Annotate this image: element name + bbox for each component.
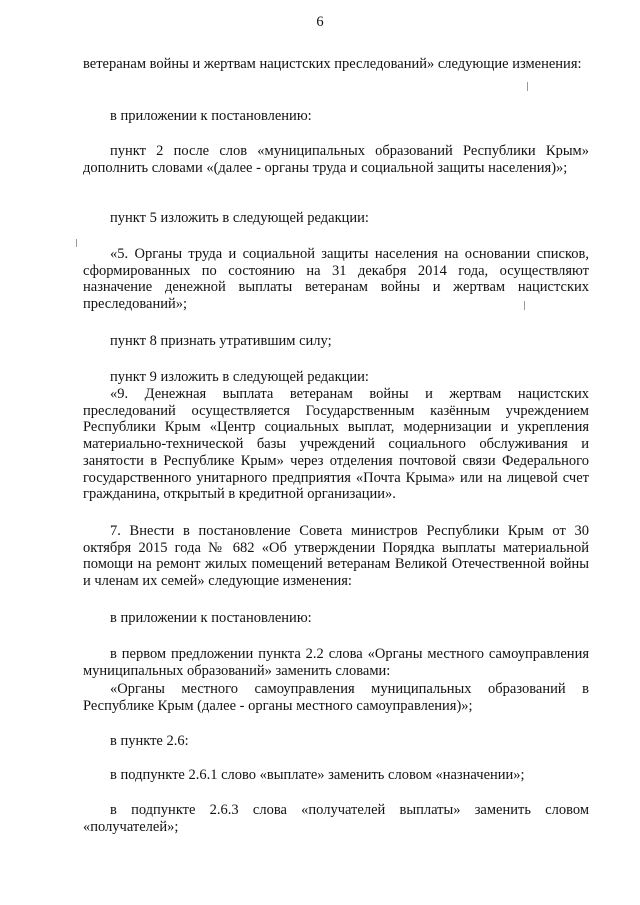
- paragraph-point-2: пункт 2 после слов «муниципальных образований Республики Крым» дополнить словами «(далее - органы труда и социальной защиты населения)»;: [83, 143, 589, 176]
- paragraph-point-5-intro: пункт 5 изложить в следующей редакции:: [110, 210, 369, 226]
- paragraph-point-2-2: в первом предложении пункта 2.2 слова «Органы местного самоуправления муниципальных образований» заменить словами:: [83, 646, 589, 679]
- scan-mark: [524, 301, 525, 310]
- scan-mark: [527, 82, 528, 91]
- paragraph-annex-header-2: в приложении к постановлению:: [110, 610, 312, 626]
- paragraph-continuation: ветеранам войны и жертвам нацистских преследований» следующие изменения:: [83, 56, 582, 72]
- paragraph-point-2-6: в пункте 2.6:: [110, 733, 189, 749]
- paragraph-subpoint-2-6-3: в подпункте 2.6.3 слова «получателей выплаты» заменить словом «получателей»;: [83, 802, 589, 835]
- paragraph-point-8: пункт 8 признать утратившим силу;: [110, 333, 332, 349]
- paragraph-annex-header: в приложении к постановлению:: [110, 108, 312, 124]
- paragraph-point-9-text: «9. Денежная выплата ветеранам войны и жертвам нацистских преследований осуществляется Государственным казённым учреждением Республики Крым «Центр социальных выплат, модернизации и укрепления материально-технической базы учреждений социального обслуживания и занятости в Республике Крым» через отделения почтовой связи Федерального государственного унитарного предприятия «Почта Крыма» или на лицевой счет гражданина, открытый в кредитной организации».: [83, 386, 589, 503]
- page-number: 6: [316, 14, 324, 30]
- paragraph-point-5-text: «5. Органы труда и социальной защиты населения на основании списков, сформированных по состоянию на 31 декабря 2014 года, осуществляют назначение денежной выплаты ветеранам войны и жертвам нацистских преследований»;: [83, 246, 589, 313]
- paragraph-point-2-2-replacement: «Органы местного самоуправления муниципальных образований в Республике Крым (далее - органы местного самоуправления)»;: [83, 681, 589, 714]
- scan-mark: [76, 239, 77, 247]
- paragraph-point-9-intro: пункт 9 изложить в следующей редакции:: [110, 369, 369, 385]
- paragraph-item-7: 7. Внести в постановление Совета министров Республики Крым от 30 октября 2015 года № 682 «Об утверждении Порядка выплаты материальной помощи на ремонт жилых помещений ветеранам Великой Отечественной войны и членам их семей» следующие изменения:: [83, 523, 589, 590]
- paragraph-subpoint-2-6-1: в подпункте 2.6.1 слово «выплате» заменить словом «назначении»;: [110, 767, 525, 783]
